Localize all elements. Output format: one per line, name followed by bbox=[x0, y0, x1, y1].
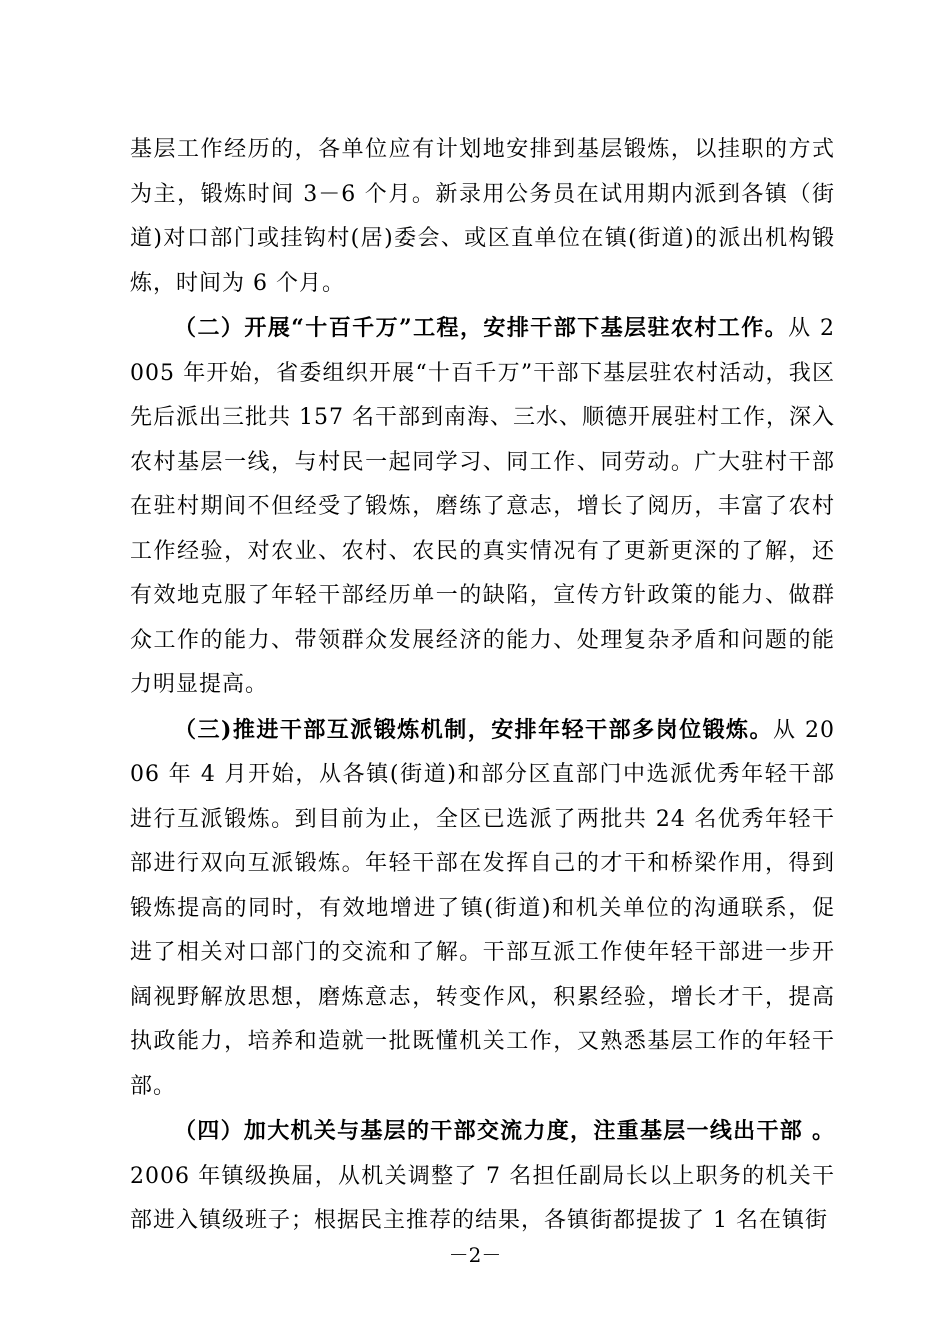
paragraph-2-text: 从 2005 年开始，省委组织开展“十百千万”干部下基层驻农村活动，我区先后派出三批共 157 名干部到南海、三水、顺德开展驻村工作，深入农村基层一线，与村民一起同学习、同工作、同劳动。广大驻村干部在驻村期间不但经受了锻炼，磨练了意志，增长了阅历，丰富了农村工作经验，对农业、农村、农民的真实情况有了更新更深的了解，还有效地克服了年轻干部经历单一的缺陷，宣传方针政策的能力、做群众工作的能力、带领群众发展经济的能力、处理复杂矛盾和问题的能力明显提高。 bbox=[130, 316, 835, 697]
paragraph-3-text: 从 2006 年 4 月开始，从各镇(街道)和部分区直部门中选派优秀年轻干部进行互派锻炼。到目前为止，全区已选派了两批共 24 名优秀年轻干部进行双向互派锻炼。年轻干部在发挥自己的才干和桥梁作用，得到锻炼提高的同时，有效地增进了镇(街道)和机关单位的沟通联系，促进了相关对口部门的交流和了解。干部互派工作使年轻干部进一步开阔视野解放思想，磨炼意志，转变作风，积累经验，增长才干，提高执政能力，培养和造就一批既懂机关工作，又熟悉基层工作的年轻干部。 bbox=[130, 717, 835, 1099]
paragraph-4-text: 2006 年镇级换届，从机关调整了 7 名担任副局长以上职务的机关干部进入镇级班子；根据民主推荐的结果，各镇街都提拔了 1 名在镇街 bbox=[130, 1163, 835, 1233]
paragraph-4 bbox=[130, 1109, 835, 1244]
section-heading-3: （三)推进干部互派锻炼机制，安排年轻干部多岗位锻炼。 bbox=[174, 716, 774, 743]
body-text bbox=[130, 128, 835, 1244]
page-number: －2－ bbox=[448, 1243, 502, 1267]
paragraph-3 bbox=[130, 708, 835, 1110]
paragraph-1-text: 基层工作经历的，各单位应有计划地安排到基层锻炼，以挂职的方式为主，锻炼时间 3－6 个月。新录用公务员在试用期内派到各镇（街道)对口部门或挂钩村(居)委会、或区直单位在镇(街道)的派出机构锻炼，时间为 6 个月。 bbox=[130, 137, 835, 296]
section-heading-2: （二）开展“十百千万”工程，安排干部下基层驻农村工作。 bbox=[174, 315, 789, 341]
section-heading-4: （四）加大机关与基层的干部交流力度，注重基层一线出干部 。 bbox=[174, 1118, 835, 1144]
paragraph-1 bbox=[130, 128, 835, 306]
paragraph-2 bbox=[130, 306, 835, 708]
